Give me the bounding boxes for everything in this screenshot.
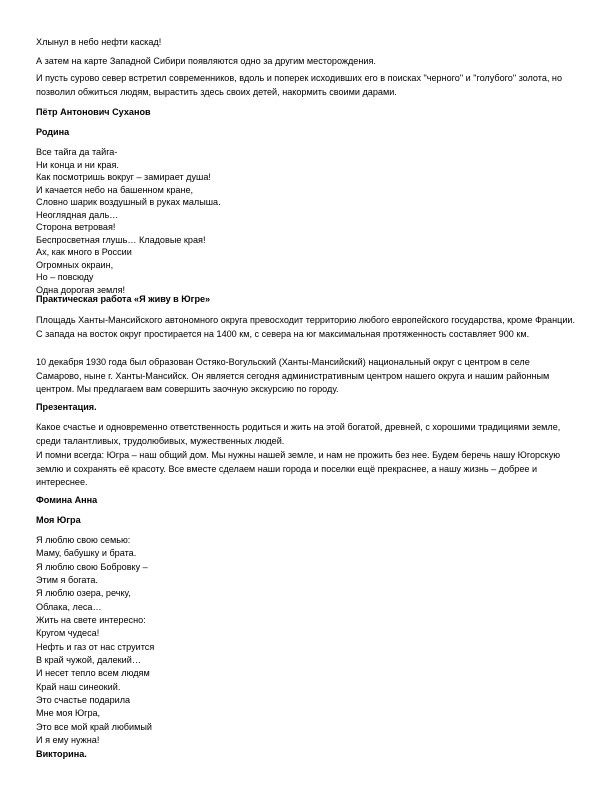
author-sukhanov: Пётр Антонович Суханов (36, 107, 151, 117)
paragraph-north: И пусть сурово север встретил современников, вдоль и поперек исходивших его в поисках "черного" и "голубого" золота, но позволил обжиться людям, вырастить здесь своих детей, накормить своими дарами. (36, 73, 563, 97)
poem-line: Все тайга да тайга- (36, 147, 118, 157)
poem-line: Огромных окраин, (36, 259, 114, 270)
poem-line: Я люблю свою Бобровку – (36, 561, 148, 572)
poem-line: Неоглядная даль… (36, 209, 119, 220)
poem-title-rodina: Родина (36, 127, 70, 137)
paragraph-history: 10 декабря 1930 года был образован Остяко-Вогульский (Ханты-Мансийский) национальный округ с центром в селе Самарово, ныне г. Ханты-Мансийск. Он является сегодня административным центром нашего округа и нашим районным центром. Мы предлагаем вам совершить заочную экскурсию по городу. (36, 357, 550, 394)
poem-line: И я ему нужна! (36, 735, 100, 746)
poem-line: Это счастье подарила (36, 695, 131, 706)
heading-quiz: Викторина. (36, 749, 87, 759)
poem-line: Но – повсюду (36, 272, 94, 282)
paragraph-remember: И помни всегда: Югра – наш общий дом. Мы нужны нашей земле, и нам не прожить без нее. Будем беречь нашу Югорскую землю и сохранять её красоту. Все вместе сделаем наши города и поселки ещё прекраснее, а нашу жизнь – добрее и интереснее. (36, 450, 561, 487)
paragraph-area: Площадь Ханты-Мансийского автономного округа превосходит территорию любого европейского государства, кроме Франции. С запада на восток округ простирается на 1400 км, с севера на юг максимальная протяженность составляет 900 км. (36, 315, 576, 339)
poem-line: Ни конца и ни края. (36, 159, 119, 170)
poem-line: И несет тепло всем людям (36, 668, 150, 679)
poem-line: Этим я богата. (36, 575, 98, 586)
poem-line: Беспросветная глушь… Кладовые края! (36, 234, 206, 245)
poem-line: Я люблю озера, речку, (36, 588, 131, 599)
poem-rodina (36, 146, 576, 296)
heading-presentation: Презентация. (36, 402, 97, 412)
poem-line: И качается небо на башенном кране, (36, 184, 194, 195)
poem-line: Мне моя Югра, (36, 708, 101, 719)
poem-line: Как посмотришь вокруг – замирает душа! (36, 172, 211, 182)
poem-line: Кругом чудеса! (36, 628, 100, 639)
poem-my-yugra (36, 534, 576, 748)
poem-line: Одна дорогая земля! (36, 284, 126, 295)
poem-line: Маму, бабушку и брата. (36, 548, 137, 559)
heading-practical-work: Практическая работа «Я живу в Югре» (36, 294, 211, 304)
poem-line: Ах, как много в России (36, 247, 132, 257)
poem-line: Я люблю свою семью: (36, 535, 131, 545)
paragraph-happiness: Какое счастье и одновременно ответственность родиться и жить на этой богатой, древней, с хорошими традициями земле, среди талантливых, трудолюбивых, мужественных людей. (36, 422, 561, 446)
poem-line: Жить на свете интересно: (36, 615, 146, 626)
poem-line: Нефть и газ от нас струится (36, 641, 155, 652)
poem-line: Словно шарик воздушный в руках малыша. (36, 197, 221, 207)
poem-line: Это все мой край любимый (36, 721, 152, 732)
paragraph-oil-cascade: Хлынул в небо нефти каскад! (36, 37, 162, 47)
poem-title-my-yugra: Моя Югра (36, 515, 81, 525)
paragraph-fields: А затем на карте Западной Сибири появляются одно за другим месторождения. (36, 56, 376, 66)
poem-line: Сторона ветровая! (36, 222, 116, 232)
poem-line: В край чужой, далекий… (36, 655, 141, 666)
author-fomina: Фомина Анна (36, 495, 98, 505)
poem-line: Край наш синеокий. (36, 681, 121, 692)
poem-line: Облака, леса… (36, 601, 102, 612)
